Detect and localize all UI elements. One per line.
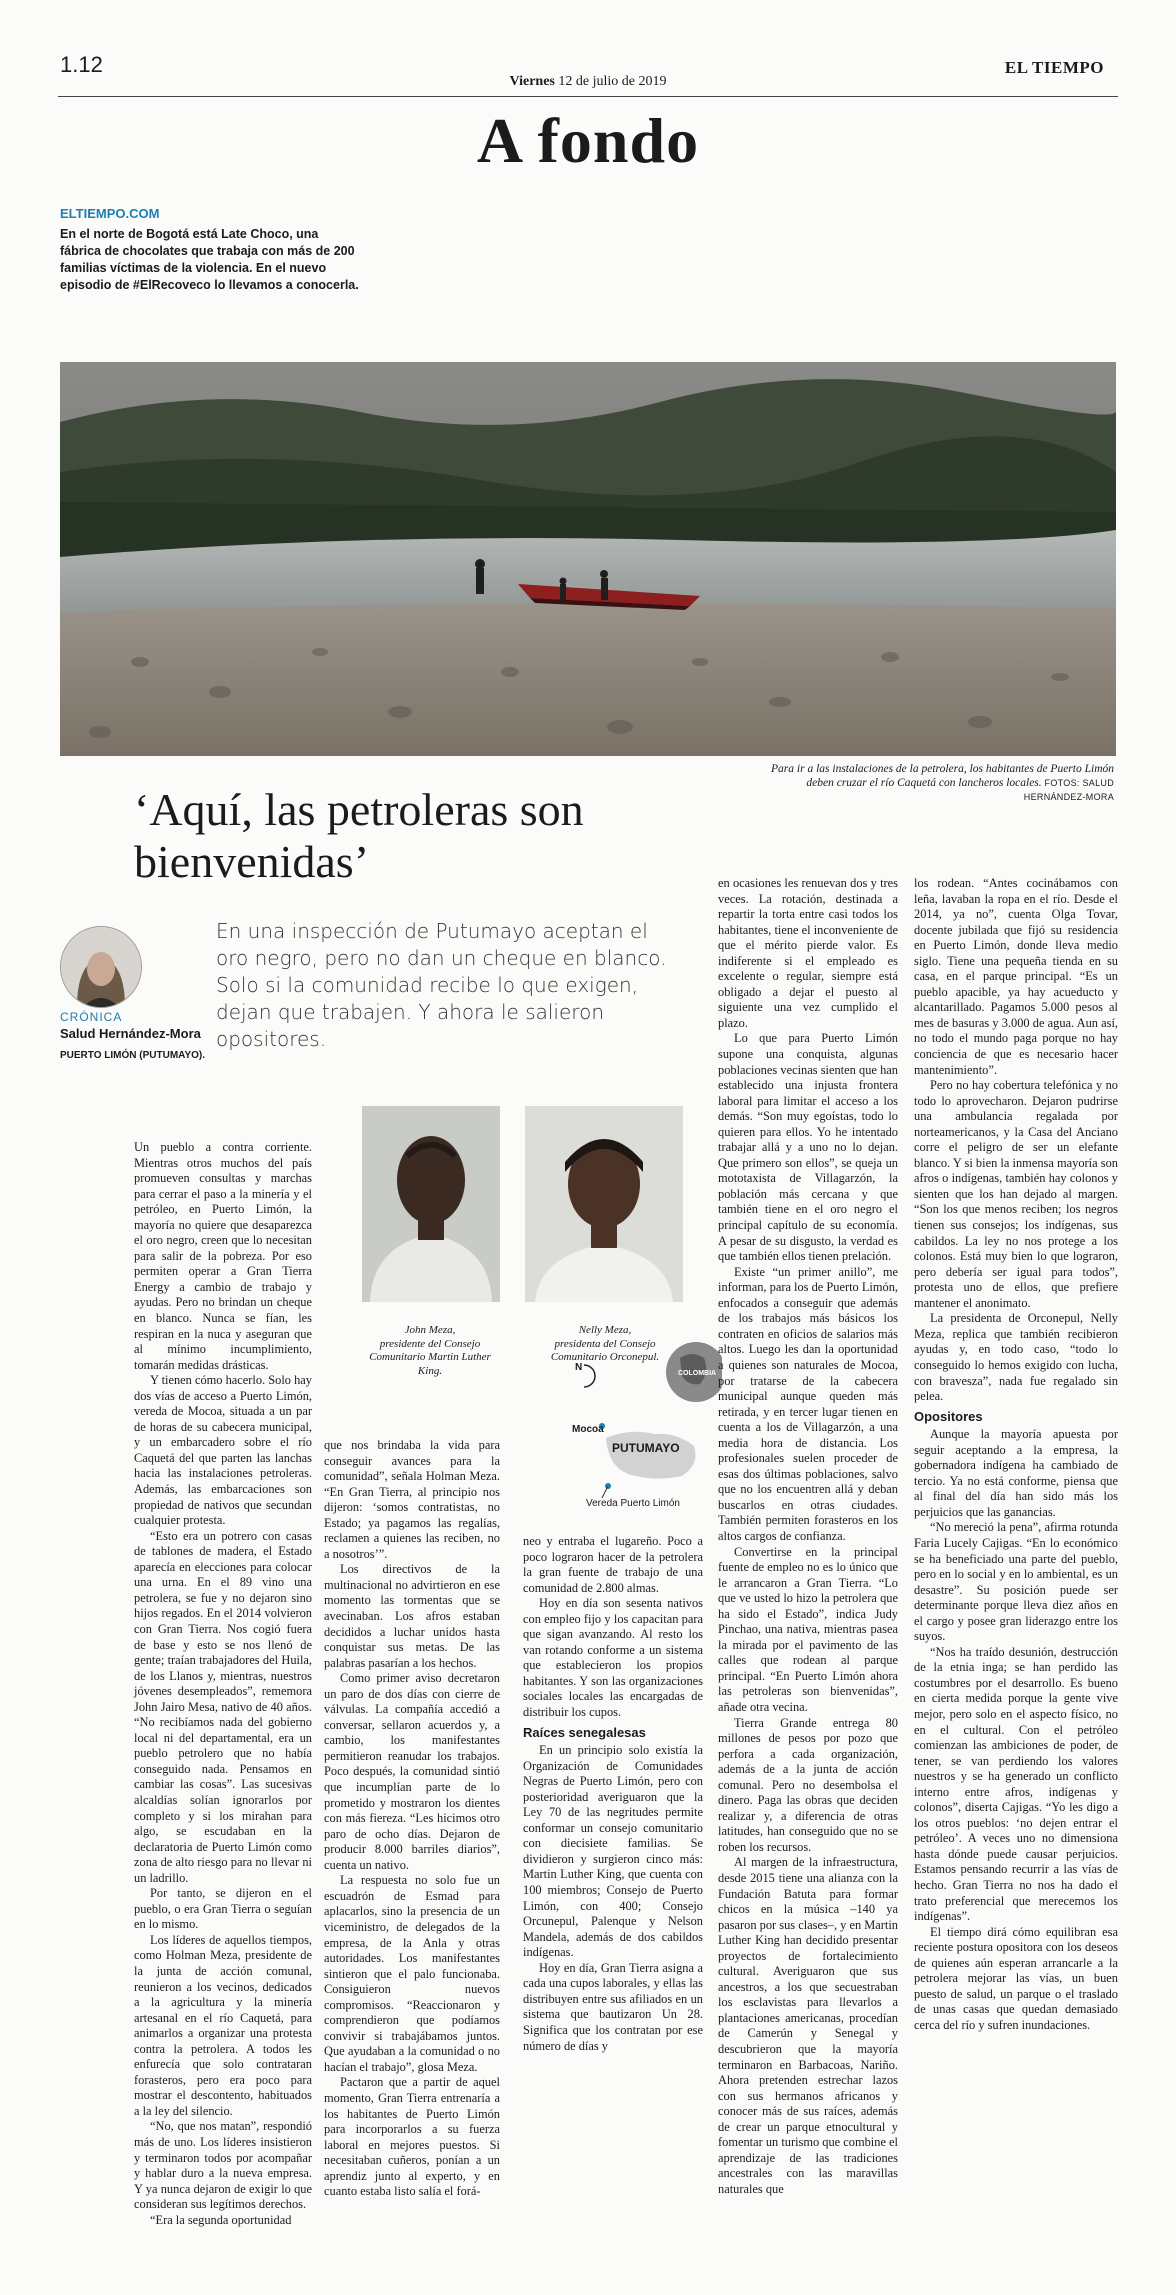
paragraph: en ocasiones les renuevan dos y tres veces. La rotación, destinada a repartir la torta entre casi todos los habitantes, tiene el inconveniente de que el mérito pierde valor. Es indiferente si el empleado es excelente o regular, siempre está obligado a dejar el puesto al siguiente una vez cumplido el plazo. [718,876,898,1030]
paragraph: “No mereció la pena”, afirma rotunda Faria Lucely Cajigas. “En lo económico se ha beneficiado una parte del pueblo, pero en lo social y en lo ambiental, es un desastre”. Su posición puede ser determinante porque lleva diez años en el cargo y posee gran liderazgo entre los suyos. [914,1520,1118,1644]
paragraph: En un principio solo existía la Organización de Comunidades Negras de Puerto Limón, pero con posterioridad averiguaron que la Ley 70 de las negritudes permite conformar un consejo comunitario con diecisiete familias. Se dividieron y surgieron cinco más: Martin Luther King, que cuenta con 100 miembros; Consejo de Puerto Limón, con 400; Consejo Orcunepul, Palenque y Nelson Mandela, además de dos cabildos indígenas. [523,1743,703,1960]
header-rule [58,96,1118,97]
paragraph: Los líderes de aquellos tiempos, como Holman Meza, presidente de la junta de acción comunal, reunieron a los vecinos, dedicados a la agricultura y la minería artesanal en el río Caquetá, para animarlos a organizar una protesta contra la petrolera. A todos les enfurecía que solo contrataran forasteros, pero era poco para mostrar el descontento, habituados a la ley del silencio. [134,1932,312,2118]
portrait-john-meza-caption [360,1324,500,1378]
locator-map-drawing [584,1336,722,1522]
paragraph: “Nos ha traído desunión, destrucción de la etnia inga; se han perdido las costumbres por el desarrollo. Es bueno en cierta medida porque la gente vive mejor, pero solo en el aspecto físico, no en el cultural. Con el petróleo comienzan las ambiciones de poder, de tener, se van perdiendo los valores nuestros y se ha generado un conflicto interno entre afros, indígenas y colonos”, diserta Cajigas. “Yo les digo a los otros pueblos: ‘no dejen entrar el petróleo’. A veces uno no dimensiona hasta dónde puede causar perjuicios. Estamos pensando recurrir a las vías de hecho. Gran Tierra no nos ha dado el trato preferencial que merecemos los indígenas”. [914,1644,1118,1924]
paragraph: “No, que nos matan”, respondió más de uno. Los líderes insistieron y terminaron todos por acompañar y hablar duro a la nueva empresa. Y ya nunca dejaron de exigir lo que consideran sus legítimos derechos. [134,2119,312,2212]
issue-date-rest: 12 de julio de 2019 [558,74,667,89]
article-column-5 [914,876,1118,2033]
author-name: Salud Hernández-Mora [60,1026,201,1041]
issue-date [0,74,1176,90]
page-number: 1.12 [60,52,103,77]
web-promo-label[interactable]: ELTIEMPO.COM [60,206,160,221]
paragraph: El tiempo dirá cómo equilibran esa reciente postura opositora con los deseos de quienes aún esperan arrancarle a la petrolera mejorar las vías, un buen puesto de salud, un parque o el traslado de unas casas que quedan demasiado cerca del río y sufren inundaciones. [914,1924,1118,2032]
newspaper-brand: EL TIEMPO [1004,58,1104,77]
map-department-label: PUTUMAYO [612,1441,680,1455]
article-column-4 [718,876,898,2197]
portrait-john-meza-role: presidente del Consejo Comunitario Martin Luther King. [369,1337,491,1377]
article-headline: ‘Aquí, las petroleras son bienvenidas’ [134,784,584,887]
portrait-nelly-meza [525,1106,683,1302]
section-kicker: CRÓNICA [60,1010,123,1024]
paragraph: neo y entraba el lugareño. Poco a poco lograron hacer de la petrolera la gran fuente de trabajo de una comunidad de 2.800 almas. [523,1534,703,1595]
author-avatar-drawing [61,927,141,1007]
portrait-john-meza [362,1106,500,1302]
paragraph: Lo que para Puerto Limón supone una conquista, algunas poblaciones vecinas sienten que han establecido una injusta frontera laboral para limitar el acceso a los demás. “Son muy egoístas, todo lo quieren para ellos. Yo he intentado trabajar allá y a uno no lo dejan. Que primero son ellos”, se queja un mototaxista de Villagarzón, la población más cercana y que también tiene en el oro negro el principal capítulo de su economía. A pesar de su disgusto, la verdad es que también ellos tienen prelación. [718,1031,898,1264]
paragraph: Hoy en día, Gran Tierra asigna a cada una cupos laborales, y ellas las distribuyen entre sus afiliados en un sistema que bautizaron Un 28. Significa que los contratan por ese número de días y [523,1960,703,2053]
map-city-label: Mocoa [572,1424,604,1435]
paragraph: Y tienen cómo hacerlo. Solo hay dos vías de acceso a Puerto Limón, vereda de Mocoa, situada a un par de horas de su cabecera municipal, y un embarcadero sobre el río Caquetá del que parten las lanchas hacia las instalaciones petroleras. Además, las embarcaciones son propiedad de nativos que secundan cualquier protesta. [134,1373,312,1528]
paragraph: Un pueblo a contra corriente. Mientras otros muchos del país promueven consultas y marchas para cerrar el paso a la minería y el petróleo, en Puerto Limón, la mayoría no quiere que desaparezca el oro negro, creen que lo necesitan para salir de la pobreza. Por eso permiten operar a Gran Tierra Energy a cambio de trabajo y ayudas. Pero no brindan un cheque en blanco. Nunca se fían, les respiran en la nuca y aseguran que al mínimo incumplimiento, tomarán medidas drásticas. [134,1140,312,1372]
portrait-john-meza-drawing [362,1106,500,1302]
subheading: Raíces senegalesas [523,1724,646,1740]
paragraph: Pactaron que a partir de aquel momento, Gran Tierra entrenaría a los habitantes de Puerto Limón para incorporarlos a su fuerza laboral en mejores puestos. Si necesitaban cuñeros, ponían a un aprendiz junto al experto, y en cuanto estaba listo salía el forá- [324,2075,500,2199]
photo-caption [754,762,1114,804]
section-title: A fondo [476,105,700,176]
locator-map [584,1336,722,1522]
photo-caption-text: Para ir a las instalaciones de la petrolera, los habitantes de Puerto Limón deben cruzar el río Caquetá con lancheros locales. [771,763,1114,789]
issue-day: Viernes [509,74,555,89]
paragraph: Por tanto, se dijeron en el pueblo, o era Gran Tierra o seguían en lo mismo. [134,1886,312,1932]
paragraph: Aunque la mayoría apuesta por seguir aceptando a la empresa, la gobernadora indígena ha cambiado de tercio. Ya no está conforme, piensa que al final del día han sido más los perjuicios que las ganancias. [914,1427,1118,1519]
portrait-john-meza-name: John Meza, [404,1324,456,1336]
paragraph: Los directivos de la multinacional no advirtieron en ese momento las tormentas que se avecinaban. Los afros estaban decididos a luchar unidos hasta conquistar sus metas. De las palabras pasarían a los hechos. [324,1562,500,1670]
paragraph: “Esto era un potrero con casas de tablones de madera, el Estado aparecía en elecciones para colocar una urna. En el 89 vino una petrolera, se fue y no dejaron sino hijos regados. En el 2014 volvieron con Gran Tierra. Nos cogió fuera de base y esto se nos llenó de gente; traían trabajadores del Huila, de los Llanos y, mientras, nuestros jóvenes desempleados”, rememora John Jairo Mesa, nativo de 40 años. “No recibíamos nada del gobierno local ni del departamental, era un pueblo petrolero que no había conseguido nada. Pensamos en cambiar las cosas”. Las sucesivas alcaldías solían ignorarlos por completo y si los mirahan para algo, se escudaban en la declaratoria de Puerto Limón como zona de alto riesgo para no llevar ni un ladrillo. [134,1528,312,1885]
subheading: Opositores [914,1408,983,1424]
dateline: PUERTO LIMÓN (PUTUMAYO). [60,1050,206,1061]
article-column-3 [523,1534,703,2054]
paragraph: Convertirse en la principal fuente de empleo no es lo único que le arrancaron a Gran Tierra. “Lo que ve usted lo hizo la petrolera que ha sido el Estado”, indica Judy Pinchao, una nativa, mientras pasea la mirada por el pavimento de las calles que rodean al parque principal. “En Puerto Limón ahora las petroleras son bienvenidas”, añade otra vecina. [718,1544,898,1714]
portrait-nelly-meza-role: presidenta del Consejo Comunitario Orconepul. [550,1337,660,1363]
paragraph: La presidenta de Orconepul, Nelly Meza, replica que también recibieron ayudas y, en todo caso, “todo lo conseguido lo hemos exigido con lucha, con bravesza”, nada fue regalado sin pelea. [914,1311,1118,1404]
paragraph: “Era la segunda oportunidad [150,2212,292,2227]
web-promo-text: En el norte de Bogotá está Late Choco, una fábrica de chocolates que trabaja con más de 200 familias víctimas de la violencia. En el nuevo episodio de #ElRecoveco lo llevamos a conocerla. [60,227,359,292]
map-country-label: COLOMBIA [678,1370,717,1377]
article-column-1 [134,1140,312,2228]
photo-credit: FOTOS: SALUD HERNÁNDEZ-MORA [1023,778,1114,802]
paragraph: Tierra Grande entrega 80 millones de pesos por pozo que perfora a cada organización, además de a la junta de acción comunal. Pero no desembolsa el dinero. Paga las obras que deciden realizar y, a diferencia de otras latitudes, han conseguido que no se roben los recursos. [718,1715,898,1854]
author-avatar [60,926,142,1008]
paragraph: los rodean. “Antes cocinábamos con leña, lavaban la ropa en el río. Desde el 2014, ya no”, cuenta Olga Tovar, docente jubilada que fijó su residencia en Puerto Limón, donde lleva medio siglo. Tiene una pequeña tienda en su casa, en el parque principal. “Es un pueblo apacible, ya hay acueducto y alcantarillado. Pagamos 5.000 pesos al mes de basuras y 3.000 de agua. Aun así, no todo el mundo paga porque no hay conciencia de que es necesario hacer mantenimiento”. [914,876,1118,1077]
river-photo [60,362,1116,756]
map-north-label: N [575,1362,583,1373]
river-photo-drawing [60,362,1116,756]
article-column-2 [324,1438,500,2200]
paragraph: Al margen de la infraestructura, desde 2015 tiene una alianza con la Fundación Batuta para formar chicos en la música –140 ya pasaron por sus clases–, y en Martin Luther King han decidido presentar proyectos de fortalecimiento cultural. Averiguaron que sus ancestros, a los que secuestraban los esclavistas para llevarlos a plantaciones americanas, procedían de Camerún y Senegal y descubrieron que la mayoría terminaron en Barbacoas, Nariño. Ahora pretenden estrechar lazos con sus hermanos africanos y conocer más de sus raíces, además de crear un parque etnocultural y fomentar un turismo que combine el aprendizaje de las tradiciones ancestrales con las maravillas naturales que [718,1855,898,2196]
paragraph: Como primer aviso decretaron un paro de dos días con cierre de válvulas. La compañía accedió a conversar, sellaron acuerdos y, a cambio, los manifestantes permitieron reanudar los trabajos. Poco después, la comunidad sintió que incumplían parte de lo prometido y mostraron los dientes con más fiereza. “Les hicimos otro paro de ocho días. Dejaron de producir 8.000 barriles diarios”, cuenta un nativo. [324,1671,500,1872]
paragraph: La respuesta no solo fue un escuadrón de Esmad para aplacarlos, sino la presencia de un viceministro, de delegados de la empresa, de la Anla y otras autoridades. Los manifestantes sintieron que el palo funcionaba. Consiguieron nuevos compromisos. “Reaccionaron y comprendieron que podíamos convivir si trabajábamos juntos. Que ayudaban a la comunidad o no hacían el trabajo”, glosa Meza. [324,1873,500,2074]
portrait-nelly-meza-drawing [525,1106,683,1302]
portrait-nelly-meza-name: Nelly Meza, [578,1324,632,1336]
article-lead: En una inspección de Putumayo aceptan el oro negro, pero no dan un cheque en blanco. Solo si la comunidad recibe lo que exigen, dejan que trabajen. Y ahora le salieron opositores. [216,919,667,1051]
paragraph: Pero no hay cobertura telefónica y no todo lo aprovecharon. Dejaron pudrirse una ambulancia regalada por norteamericanos, y la Casa del Anciano corre el peligro de ser un elefante blanco. Y si bien la inmensa mayoría son afros o indígenas, también hay colonos y sienten que los han dejado al margen. “Son los que menos reciben; los negros tienen sus consejos; los indígenas, sus cabildos. La ley no nos protege a los colonos. Está muy bien lo que lograron, pero debería ser igual para todos”, protesta uno de ellos, que prefiere mantener el anonimato. [914,1078,1118,1310]
paragraph: Existe “un primer anillo”, me informan, para los de Puerto Limón, enfocados a conseguir que además de los trabajos más básicos los contraten en oficios de salarios más altos. Luego les dan la oportunidad a quienes son naturales de Mocoa, por tratarse de la cabecera municipal aunque queden más retirada, y en tercer lugar tienen en cuenta a los de Villagarzón, a una media hora de distancia. Los profesionales suelen proceder de esas dos últimas poblaciones, salvo que no los encuentren allá y deban buscarlos en otras ciudades. También permiten forasteros en los altos cargos de confianza. [718,1264,898,1543]
paragraph: que nos brindaba la vida para conseguir avances para la comunidad”, señala Holman Meza. “En Gran Tierra, al principio nos dijeron: ‘somos contratistas, no Estado; ya pagamos las regalías, reclamen a quienes las reciben, no a nosotros’”. [324,1438,500,1561]
map-place-label: Vereda Puerto Limón [586,1498,680,1509]
paragraph: Hoy en día son sesenta nativos con empleo fijo y los capacitan para que sigan avanzando. Al resto los van rotando conforme a un sistema que establecieron los propios habitantes. Y son las organizaciones sociales locales las encargadas de distribuir los cupos. [523,1596,703,1720]
